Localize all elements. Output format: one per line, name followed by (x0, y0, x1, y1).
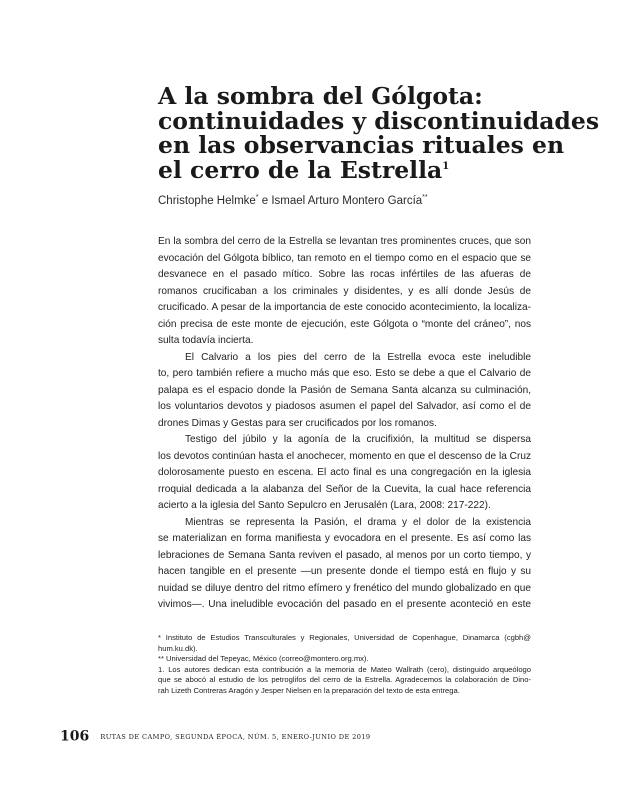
article-title (158, 82, 600, 184)
body-line: palapa es el espacio donde la Pasión de Semana Santa alcanza su culminación, (158, 384, 531, 396)
title-line-1: A la sombra del Gólgota: (158, 82, 483, 110)
body-line: drones Dimas y Gestas para ser crucificados por los romanos. (158, 417, 437, 429)
body-line: lebraciones de Semana Santa reviven el pasado, al menos por un corto tiempo, y (158, 549, 531, 561)
body-line: evocación del Gólgota bíblico, tan remoto en el tiempo como en el espacio que se (158, 252, 531, 264)
body-line: Testigo del júbilo y la agonía de la crucifixión, la multitud se dispersa (185, 434, 531, 445)
body-line: ción precisa de este monte de ejecución, este Gólgota o “monte del cráneo”, nos (158, 318, 531, 330)
body-line: nuidad se diluye dentro del ritmo efímero y frenético del mundo globalizado en que (158, 582, 531, 594)
body-line: vivimos—. Una ineludible evocación del pasado en el presente aconteció en este (158, 599, 531, 610)
footnote-line: ** Universidad del Tepeyac, México (correo@montero.org.mx). (158, 654, 369, 664)
body-line: se materializan en forma manifiesta y evocadora en el presente. Es así como las (158, 533, 531, 544)
author-name-2: e Ismael Arturo Montero García (258, 194, 423, 207)
title-line-3: en las observancias rituales en (158, 131, 565, 159)
body-line: los devotos continúan hasta el anochecer, momento en que el descenso de la Cruz (158, 450, 531, 462)
author-2-affiliation-marker[interactable]: ** (422, 194, 428, 201)
body-line: dolorosamente puesto en escena. El acto final es una congregación en la iglesia (158, 467, 531, 478)
footnote-line: 1. Los autores dedican esta contribución a la memoria de Mateo Wallrath (cero), distinguido arqueólogo (158, 664, 531, 674)
body-line: rroquial dedicada a la alabanza del Señor de la Cuevita, la cual hace referencia (158, 483, 531, 495)
running-head: RUTAS DE CAMPO, SEGUNDA ÉPOCA, NÚM. 5, ENERO-JUNIO DE 2019 (100, 732, 371, 741)
footnotes (158, 633, 531, 697)
footnote-line: que se abocó al estudio de los petroglifos del cerro de la Estrella. Agradecemos la colaboración de Dino- (158, 675, 531, 685)
body-line: Mientras se representa la Pasión, el drama y el dolor de la existencia (185, 516, 531, 528)
author-name-1: Christophe Helmke (158, 194, 256, 207)
body-line: desvanece en el pasado mítico. Sobre las rocas infértiles de las afueras de (158, 269, 531, 280)
page-footer (60, 726, 560, 745)
body-line: En la sombra del cerro de la Estrella se levantan tres prominentes cruces, que son (158, 236, 531, 247)
footnote-line: rah Lizeth Contreras Aragón y Jesper Nielsen en la preparación del texto de esta entrega. (158, 685, 460, 695)
title-line-4 (158, 155, 558, 184)
title-line-2: continuidades y discontinuidades (158, 106, 600, 135)
title-footnote-marker[interactable]: 1 (442, 160, 450, 172)
author-line (158, 194, 558, 207)
body-line: hacen tangible en el presente —un presente donde el tiempo está en flujo y su (158, 566, 531, 577)
body-line: romanos crucificaban a los criminales y disidentes, y es allí donde Jesús de (158, 285, 531, 297)
footnote-line: * Instituto de Estudios Transculturales y Regionales, Universidad de Copenhague, Dinamarca (cgbh@ (158, 633, 531, 642)
article-body (158, 234, 531, 614)
page-number: 106 (60, 728, 90, 745)
author-1-affiliation-marker[interactable]: * (255, 194, 259, 201)
body-line: acierto a la iglesia del Santo Sepulcro en Jerusalén (Lara, 2008: 217-222). (158, 500, 491, 511)
body-line: crucificado. A pesar de la importancia de este conocido acontecimiento, la localiza- (158, 302, 531, 313)
body-line: sulta todavía incierta. (158, 335, 254, 346)
body-line: los voluntarios devotos y piadosos asumen el papel del Salvador, así como el de (158, 401, 531, 412)
footnote-line: hum.ku.dk). (158, 643, 198, 653)
title-line-4-text: el cerro de la Estrella (158, 155, 443, 184)
body-line: El Calvario a los pies del cerro de la Estrella evoca este ineludible (185, 351, 531, 363)
body-line: to, pero también refiere a mucho más que eso. Esto se debe a que el Calvario de (158, 368, 531, 379)
